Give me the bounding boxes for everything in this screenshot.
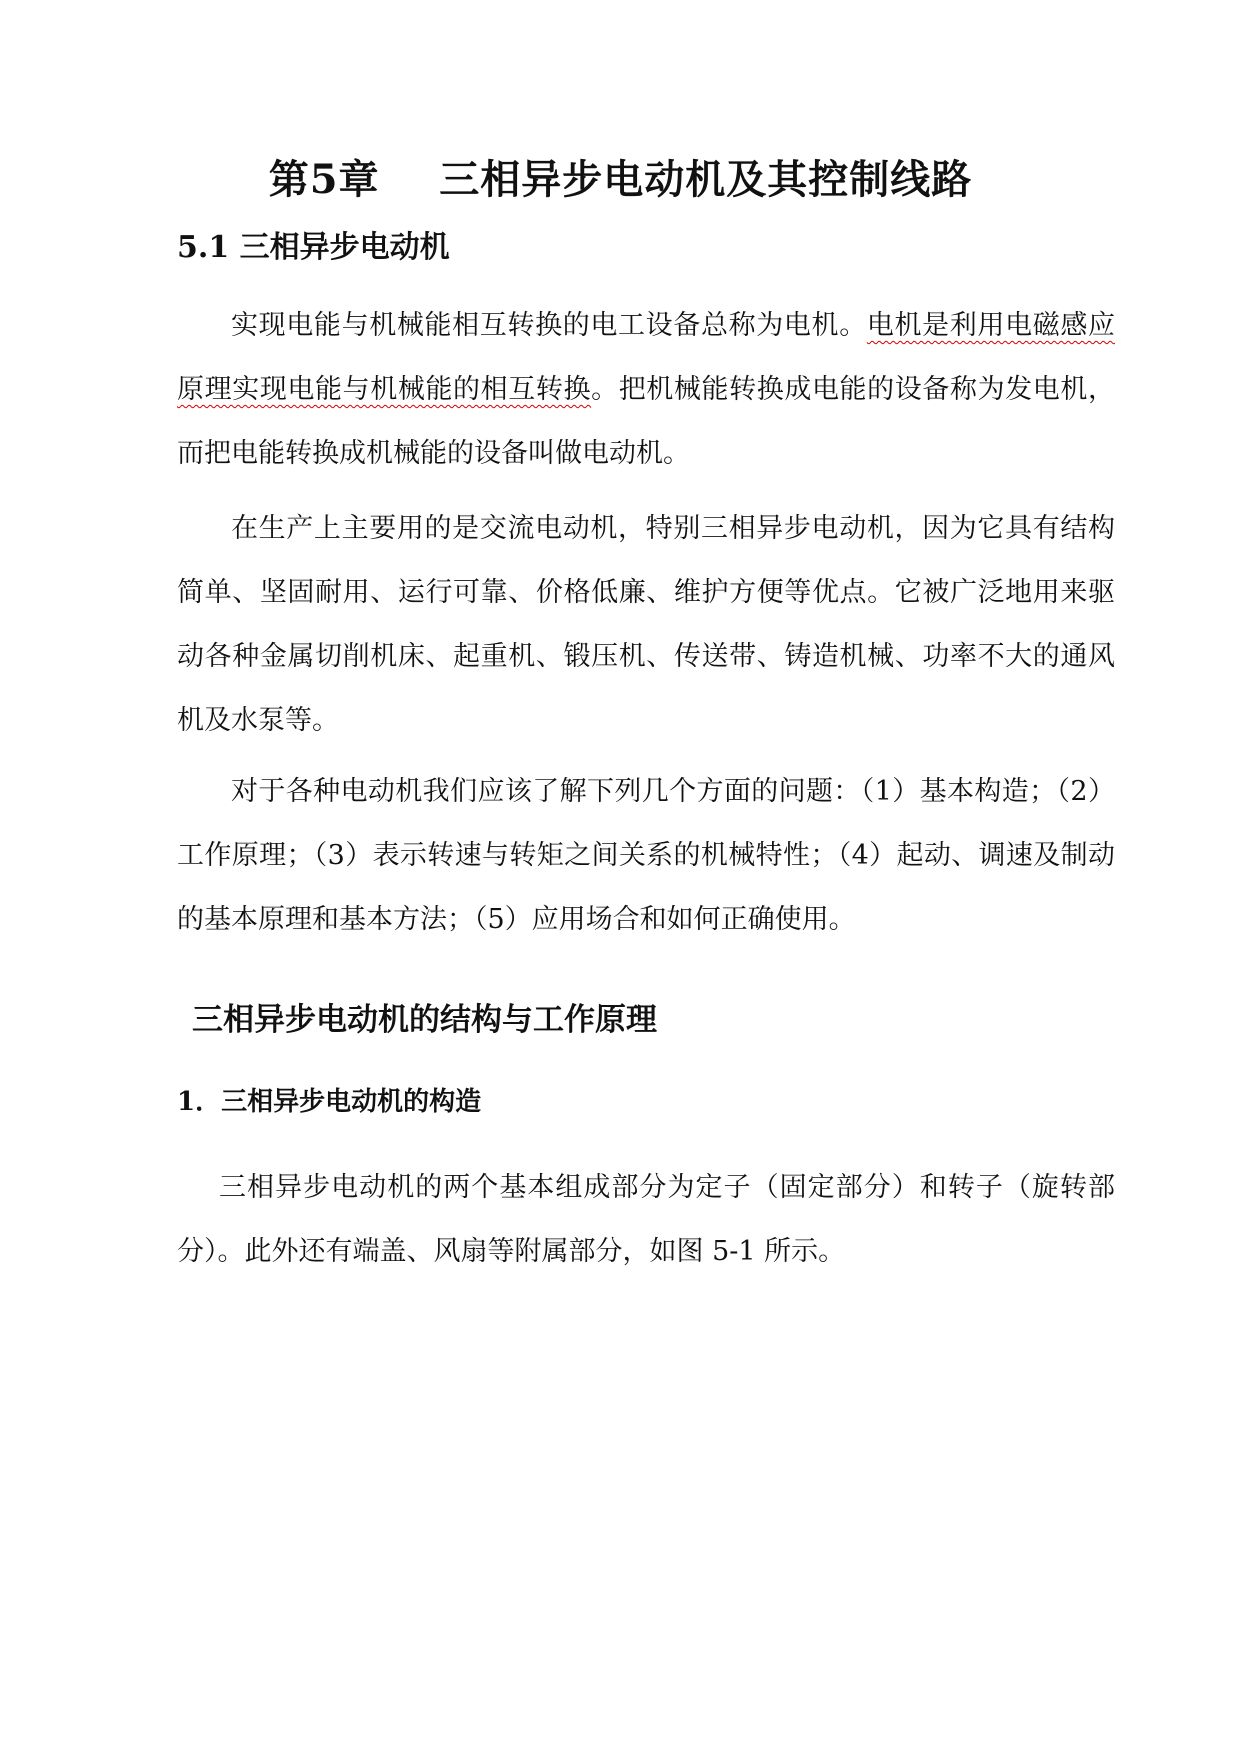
paragraph-1 bbox=[177, 294, 1115, 486]
chapter-title: 第5章 三相异步电动机及其控制线路 bbox=[268, 156, 973, 203]
subsection-title: 三相异步电动机的结构与工作原理 bbox=[192, 1002, 657, 1038]
paragraph-4: 三相异步电动机的两个基本组成部分为定子（固定部分）和转子（旋转部分）。此外还有端盖、风扇等附属部分，如图 5-1 所示。 bbox=[177, 1172, 1115, 1267]
paragraph-1-underlined-text[interactable]: 电机是利用电磁感应原理实现电能与机械能的相互转换 bbox=[177, 310, 1116, 405]
section-title: 5.1 三相异步电动机 bbox=[177, 230, 450, 265]
paragraph-1-text-c: 。把机械能转换成电能的设备称为发电机，而把电能转换成机械能的设备叫做电动机。 bbox=[177, 374, 1116, 469]
item-title: 1．三相异步电动机的构造 bbox=[177, 1087, 482, 1117]
paragraph-3: 对于各种电动机我们应该了解下列几个方面的问题：（1）基本构造；（2）工作原理；（3）表示转速与转矩之间关系的机械特性；（4）起动、调速及制动的基本原理和基本方法；（5）应用场合和如何正确使用。 bbox=[177, 776, 1115, 935]
paragraph-1-text-a: 实现电能与机械能相互转换的电工设备总称为电机。 bbox=[231, 310, 867, 341]
paragraph-2: 在生产上主要用的是交流电动机，特别三相异步电动机，因为它具有结构简单、坚固耐用、运行可靠、价格低廉、维护方便等优点。它被广泛地用来驱动各种金属切削机床、起重机、锻压机、传送带、铸造机械、功率不大的通风机及水泵等。 bbox=[177, 513, 1115, 736]
